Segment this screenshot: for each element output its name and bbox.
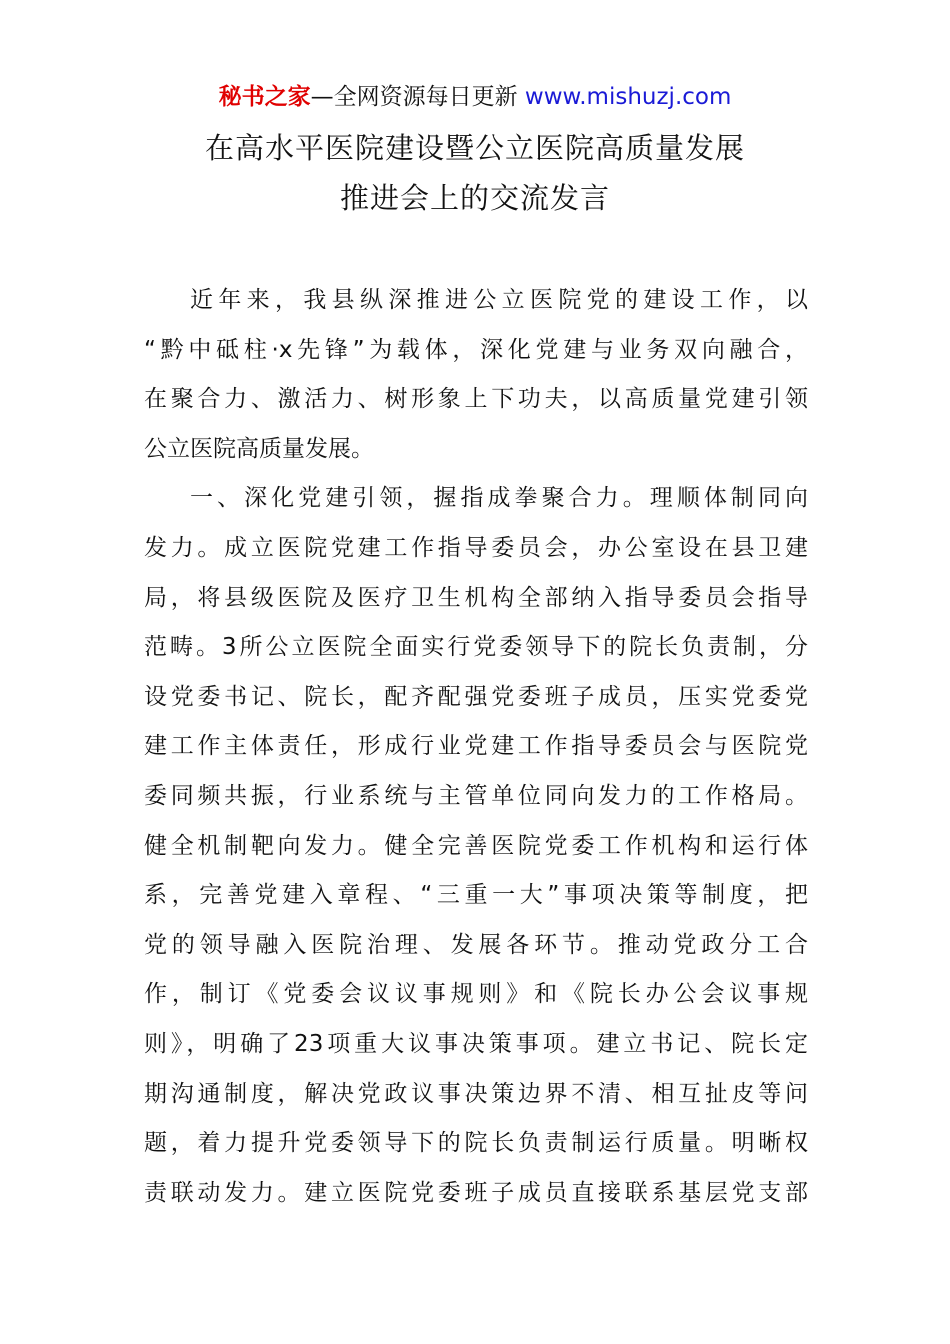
body-line: 责联动发力。建立医院党委班子成员直接联系基层党支部: [144, 1179, 808, 1206]
body-line: “黔中砥柱·x先锋”为载体，深化党建与业务双向融合，: [144, 336, 808, 363]
body-line: 则》，明确了23项重大议事决策事项。建立书记、院长定: [144, 1030, 808, 1057]
site-brand: 秘书之家: [218, 84, 311, 110]
body-line: 建工作主体责任，形成行业党建工作指导委员会与医院党: [144, 733, 808, 760]
body-line: 健全机制靶向发力。健全完善医院党委工作机构和运行体: [144, 832, 808, 859]
body-line: 期沟通制度，解决党政议事决策边界不清、相互扯皮等问: [144, 1080, 808, 1107]
body-line: 系，完善党建入章程、“三重一大”事项决策等制度，把: [144, 882, 808, 909]
body-line: 发力。成立医院党建工作指导委员会，办公室设在县卫建: [144, 534, 808, 561]
site-tagline: —全网资源每日更新: [310, 84, 525, 110]
body-line: 党的领导融入医院治理、发展各环节。推动党政分工合: [144, 931, 808, 958]
body-line: 公立医院高质量发展。: [144, 435, 374, 462]
body-line: 设党委书记、院长，配齐配强党委班子成员，压实党委党: [144, 683, 808, 710]
body-line: 一、深化党建引领，握指成拳聚合力。理顺体制同向: [190, 485, 808, 512]
body-line: 委同频共振，行业系统与主管单位同向发力的工作格局。: [144, 782, 808, 809]
body-line: 范畴。3所公立医院全面实行党委领导下的院长负责制，分: [144, 634, 808, 661]
body-line: 近年来，我县纵深推进公立医院党的建设工作，以: [190, 287, 808, 313]
document-title-line-2: 推进会上的交流发言: [339, 181, 610, 215]
body-line: 作，制订《党委会议议事规则》和《院长办公会议事规: [144, 981, 808, 1008]
site-url-link[interactable]: www.mishuzj.com: [524, 84, 732, 110]
document-title-line-1: 在高水平医院建设暨公立医院高质量发展: [204, 131, 745, 165]
document-body: [144, 276, 808, 1218]
body-line: 局，将县级医院及医疗卫生机构全部纳入指导委员会指导: [144, 584, 808, 611]
body-line: 题，着力提升党委领导下的院长负责制运行质量。明晰权: [144, 1130, 808, 1157]
body-line: 在聚合力、激活力、树形象上下功夫，以高质量党建引领: [144, 386, 808, 413]
site-header: [0, 80, 950, 114]
